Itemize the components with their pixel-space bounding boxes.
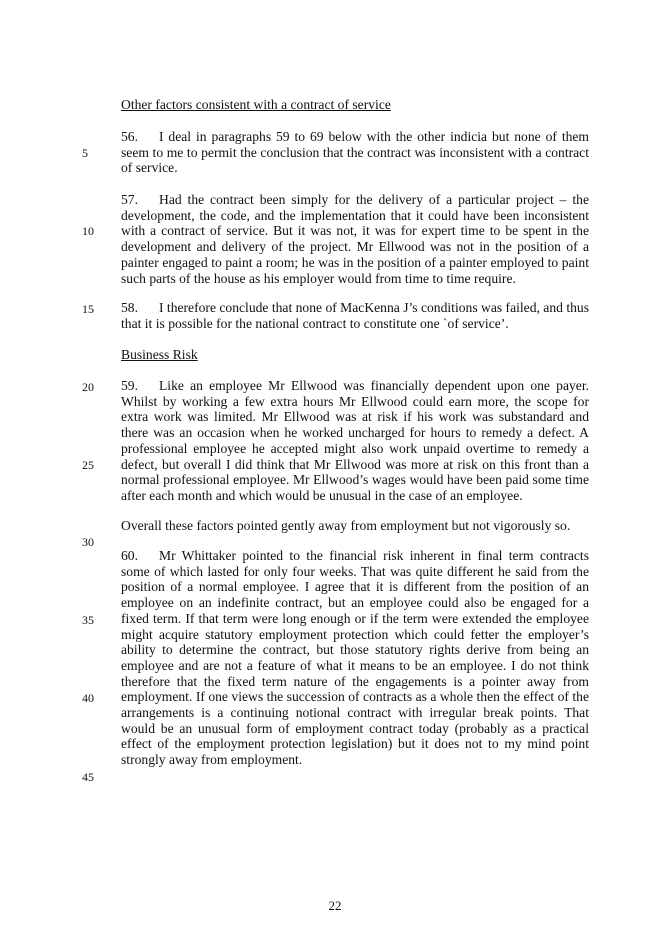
paragraph-56 (121, 129, 589, 176)
paragraph-number: 59. (121, 378, 138, 393)
line-number: 15 (82, 302, 94, 316)
line-number: 5 (82, 146, 88, 160)
paragraph-number: 56. (121, 129, 138, 144)
line-number: 20 (82, 380, 94, 394)
heading-business-risk: Business Risk (121, 347, 198, 362)
line-number: 40 (82, 691, 94, 705)
paragraph-text: Mr Whittaker pointed to the financial risk inherent in final term contracts some of which lasted for only four weeks. That was quite different he said from the position of a normal employee. I agree that it is different from the position of an employee on an indefinite contract, but an employee could also be engaged for a fixed term. If that term were long enough or if the term were extended the employee might acquire statutory employment protection which could fetter the employer’s ability to determine the contract, but those statutory rights derive from being an employee and are not a feature of what it means to be an employee. I do not think therefore that the fixed term nature of the engagements is a pointer away from employment. If one views the succession of contracts as a whole then the effect of the arrangements is a continuing notional contract with irregular break points. That would be an unusual form of employment contract today (probably as a practical effect of the employment protection legislation) but it does not to my mind point strongly away from employment. (121, 548, 589, 768)
paragraph-60 (121, 548, 589, 768)
heading-other-factors: Other factors consistent with a contract of service (121, 97, 391, 112)
paragraph-number: 57. (121, 192, 138, 207)
line-number: 25 (82, 458, 94, 472)
paragraph-57 (121, 192, 589, 286)
paragraph-text: I therefore conclude that none of MacKenna J’s conditions was failed, and thus that it is possible for the national contract to constitute one `of service’. (121, 300, 589, 331)
paragraph-text: Had the contract been simply for the delivery of a particular project – the development, the code, and the implementation that it could have been inconsistent with a contract of service. But it was not, it was for expert time to be spent in the development and delivery of the project. Mr Ellwood was not in the position of a painter engaged to paint a room; he was in the position of a painter employed to paint such parts of the house as his employer would from time to time require. (121, 192, 589, 286)
paragraph-overall: Overall these factors pointed gently away from employment but not vigorously so. (121, 518, 571, 533)
paragraph-text: I deal in paragraphs 59 to 69 below with the other indicia but none of them seem to me to permit the conclusion that the contract was inconsistent with a contract of service. (121, 129, 589, 176)
paragraph-58 (121, 300, 589, 331)
line-number: 45 (82, 770, 94, 784)
paragraph-59 (121, 378, 589, 504)
paragraph-number: 58. (121, 300, 138, 315)
line-number: 30 (82, 535, 94, 549)
line-number: 10 (82, 224, 94, 238)
page-number: 22 (328, 898, 342, 913)
line-number: 35 (82, 613, 94, 627)
paragraph-text: Like an employee Mr Ellwood was financially dependent upon one payer. Whilst by working a few extra hours Mr Ellwood could earn more, the scope for extra work was limited. Mr Ellwood was at risk if his work was substandard and there was an occasion when he worked uncharged for hours to remedy a defect. A professional employee he accepted might also work unpaid overtime to remedy a defect, but overall I did think that Mr Ellwood was more at risk on this front than a normal professional employee. Mr Ellwood’s wages would have been paid some time after each month and which would be unusual in the case of an employee. (121, 378, 589, 503)
paragraph-number: 60. (121, 548, 138, 563)
